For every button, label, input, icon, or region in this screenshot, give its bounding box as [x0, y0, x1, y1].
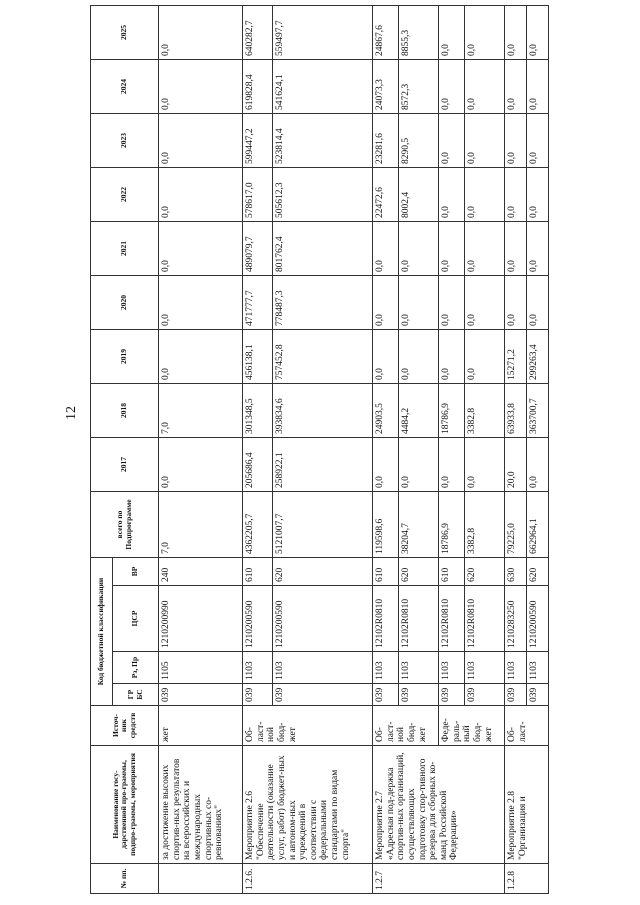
table-row — [373, 6, 399, 894]
cell-value: 8572,3 — [399, 60, 439, 114]
budget-table-sheet — [90, 6, 625, 894]
cell-value: 0,0 — [399, 276, 439, 330]
cell-gr: 039 — [373, 684, 399, 706]
table-row — [505, 6, 527, 894]
cell-csr: 1210200990 — [159, 586, 243, 652]
cell-gr: 039 — [159, 684, 243, 706]
cell-value: 0,0 — [465, 438, 505, 492]
cell-value: 15271,2 — [505, 330, 527, 384]
cell-vr: 240 — [159, 558, 243, 586]
cell-value: 0,0 — [399, 330, 439, 384]
cell-total: 662964,1 — [527, 492, 549, 558]
cell-value: 505612,3 — [273, 168, 373, 222]
cell-value: 0,0 — [505, 6, 527, 60]
cell-csr: 1210283250 — [505, 586, 527, 652]
cell-value: 0,0 — [465, 276, 505, 330]
cell-value: 363700,7 — [527, 384, 549, 438]
cell-value: 0,0 — [465, 168, 505, 222]
cell-value: 393834,6 — [273, 384, 373, 438]
cell-rz: 1103 — [273, 652, 373, 684]
cell-value: 778487,3 — [273, 276, 373, 330]
cell-vr: 630 — [505, 558, 527, 586]
cell-value: 0,0 — [439, 222, 465, 276]
cell-value: 0,0 — [439, 60, 465, 114]
header-gr-bs: ГР БС — [113, 684, 159, 706]
cell-total: 4362205,7 — [243, 492, 273, 558]
cell-value: 0,0 — [527, 114, 549, 168]
cell-rz: 1103 — [439, 652, 465, 684]
header-year: 2022 — [91, 168, 159, 222]
cell-vr: 610 — [243, 558, 273, 586]
cell-total: 7,0 — [159, 492, 243, 558]
cell-value: 20,0 — [505, 438, 527, 492]
cell-value: 0,0 — [439, 168, 465, 222]
cell-value: 489079,7 — [243, 222, 273, 276]
cell-value: 0,0 — [159, 114, 243, 168]
cell-total: 79225,0 — [505, 492, 527, 558]
header-total: всего по Подпрограмме — [91, 492, 159, 558]
cell-value: 0,0 — [399, 438, 439, 492]
cell-value: 0,0 — [505, 60, 527, 114]
cell-gr: 039 — [243, 684, 273, 706]
cell-value: 24073,3 — [373, 60, 399, 114]
page-number: 12 — [64, 406, 79, 420]
header-no: № пп. — [91, 864, 159, 894]
cell-value: 8855,3 — [399, 6, 439, 60]
cell-value: 63933,8 — [505, 384, 527, 438]
header-year: 2024 — [91, 60, 159, 114]
cell-value: 0,0 — [465, 6, 505, 60]
row-source-federal: Феде-раль-ный бюд-жет — [439, 706, 505, 746]
cell-value: 578617,0 — [243, 168, 273, 222]
cell-value: 599447,2 — [243, 114, 273, 168]
cell-value: 0,0 — [527, 60, 549, 114]
header-budget-code: Код бюджетной классификации — [91, 558, 113, 706]
cell-csr: 12102R0810 — [439, 586, 465, 652]
cell-value: 24903,5 — [373, 384, 399, 438]
cell-value: 301348,5 — [243, 384, 273, 438]
header-year: 2020 — [91, 276, 159, 330]
cell-vr: 620 — [527, 558, 549, 586]
cell-value: 0,0 — [159, 438, 243, 492]
cell-value: 757452,8 — [273, 330, 373, 384]
cell-value: 523814,4 — [273, 114, 373, 168]
header-source: Источ-ник средств — [91, 706, 159, 746]
header-year: 2017 — [91, 438, 159, 492]
cell-value: 0,0 — [505, 114, 527, 168]
row-name: за достижение высоких спортив-ных результатов на всероссийских и международных спортивных со-ревнованиях" — [159, 746, 243, 864]
cell-value: 0,0 — [505, 222, 527, 276]
table-row — [243, 6, 273, 894]
row-name: Мероприятие 2.6 "Обеспечение деятельности (оказание услуг, работ) бюджет-ных и автоном-ных учреждений в соответствии с федеральными стандартами по видам спорта" — [243, 746, 373, 864]
cell-gr: 039 — [439, 684, 465, 706]
cell-value: 8290,5 — [399, 114, 439, 168]
header-year: 2023 — [91, 114, 159, 168]
cell-value: 0,0 — [159, 276, 243, 330]
cell-value: 0,0 — [439, 276, 465, 330]
cell-value: 299263,4 — [527, 330, 549, 384]
cell-gr: 039 — [505, 684, 527, 706]
cell-value: 0,0 — [159, 60, 243, 114]
cell-value: 0,0 — [373, 222, 399, 276]
cell-value: 0,0 — [465, 222, 505, 276]
cell-vr: 620 — [465, 558, 505, 586]
cell-rz: 1103 — [527, 652, 549, 684]
cell-value: 22472,6 — [373, 168, 399, 222]
header-year: 2018 — [91, 384, 159, 438]
cell-value: 456138,1 — [243, 330, 273, 384]
cell-vr: 610 — [439, 558, 465, 586]
cell-value: 3382,8 — [465, 384, 505, 438]
cell-value: 23281,6 — [373, 114, 399, 168]
cell-rz: 1105 — [159, 652, 243, 684]
cell-rz: 1103 — [399, 652, 439, 684]
cell-value: 4484,2 — [399, 384, 439, 438]
cell-csr: 12102R0810 — [373, 586, 399, 652]
cell-value: 0,0 — [465, 114, 505, 168]
cell-gr: 039 — [465, 684, 505, 706]
row-number: 1.2.7 — [373, 864, 505, 894]
cell-vr: 620 — [273, 558, 373, 586]
cell-value: 8002,4 — [399, 168, 439, 222]
row-source: Об-ласт-ной бюд-жет — [243, 706, 373, 746]
cell-value: 0,0 — [527, 168, 549, 222]
cell-value: 0,0 — [465, 330, 505, 384]
header-name: Наименование госу-дарственной про-граммы, подпро-граммы, мероприятия — [91, 746, 159, 864]
cell-value: 24867,6 — [373, 6, 399, 60]
cell-value: 0,0 — [159, 330, 243, 384]
cell-value: 205686,4 — [243, 438, 273, 492]
cell-value: 258922,1 — [273, 438, 373, 492]
cell-value: 18786,9 — [439, 384, 465, 438]
cell-total: 3382,8 — [465, 492, 505, 558]
cell-total: 5121007,7 — [273, 492, 373, 558]
cell-value: 640282,7 — [243, 6, 273, 60]
cell-value: 0,0 — [399, 222, 439, 276]
cell-value: 559497,7 — [273, 6, 373, 60]
row-source: Об-ласт-ной бюд-жет — [373, 706, 439, 746]
cell-total: 119598,6 — [373, 492, 399, 558]
cell-value: 0,0 — [373, 330, 399, 384]
cell-value: 0,0 — [505, 276, 527, 330]
cell-value: 0,0 — [439, 330, 465, 384]
budget-table — [90, 5, 549, 894]
row-name: Мероприятие 2.7 «Адресная под-держка спортив-ных организаций, осуществляющих подготовку спор-тивного резерва для сборных ко-манд Российской Федерации» — [373, 746, 505, 864]
cell-total: 18786,9 — [439, 492, 465, 558]
cell-value: 0,0 — [159, 6, 243, 60]
header-year: 2021 — [91, 222, 159, 276]
cell-value: 0,0 — [439, 114, 465, 168]
table-row — [159, 6, 243, 894]
cell-rz: 1103 — [505, 652, 527, 684]
header-rz-pr: Рз, Пр — [113, 652, 159, 684]
cell-csr: 12102R0810 — [399, 586, 439, 652]
header-csr: ЦСР — [113, 586, 159, 652]
cell-rz: 1103 — [243, 652, 273, 684]
row-source: Об-ласт- — [505, 706, 549, 746]
cell-value: 0,0 — [373, 276, 399, 330]
cell-value: 471777,7 — [243, 276, 273, 330]
cell-csr: 1210200590 — [273, 586, 373, 652]
cell-vr: 610 — [373, 558, 399, 586]
cell-value: 0,0 — [373, 438, 399, 492]
cell-value: 0,0 — [465, 60, 505, 114]
cell-value: 0,0 — [527, 438, 549, 492]
cell-value: 0,0 — [439, 438, 465, 492]
cell-gr: 039 — [399, 684, 439, 706]
cell-rz: 1103 — [465, 652, 505, 684]
cell-value: 0,0 — [439, 6, 465, 60]
cell-total: 38204,7 — [399, 492, 439, 558]
cell-vr: 620 — [399, 558, 439, 586]
row-number: 1.2.8 — [505, 864, 549, 894]
row-number — [159, 864, 243, 894]
cell-gr: 039 — [527, 684, 549, 706]
cell-gr: 039 — [273, 684, 373, 706]
cell-value: 0,0 — [527, 276, 549, 330]
header-vr: ВР — [113, 558, 159, 586]
cell-value: 0,0 — [159, 168, 243, 222]
cell-csr: 1210200590 — [243, 586, 273, 652]
row-source: жет — [159, 706, 243, 746]
cell-value: 0,0 — [159, 222, 243, 276]
row-number: 1.2.6. — [243, 864, 373, 894]
cell-value: 0,0 — [527, 222, 549, 276]
cell-value: 541624,1 — [273, 60, 373, 114]
cell-value: 0,0 — [505, 168, 527, 222]
row-name: Мероприятие 2.8 "Организация и — [505, 746, 549, 864]
cell-csr: 1210200590 — [527, 586, 549, 652]
cell-csr: 12102R0810 — [465, 586, 505, 652]
cell-rz: 1103 — [373, 652, 399, 684]
cell-value: 801762,4 — [273, 222, 373, 276]
cell-value: 619828,4 — [243, 60, 273, 114]
header-year: 2019 — [91, 330, 159, 384]
cell-value: 0,0 — [527, 6, 549, 60]
header-year: 2025 — [91, 6, 159, 60]
cell-value: 7,0 — [159, 384, 243, 438]
